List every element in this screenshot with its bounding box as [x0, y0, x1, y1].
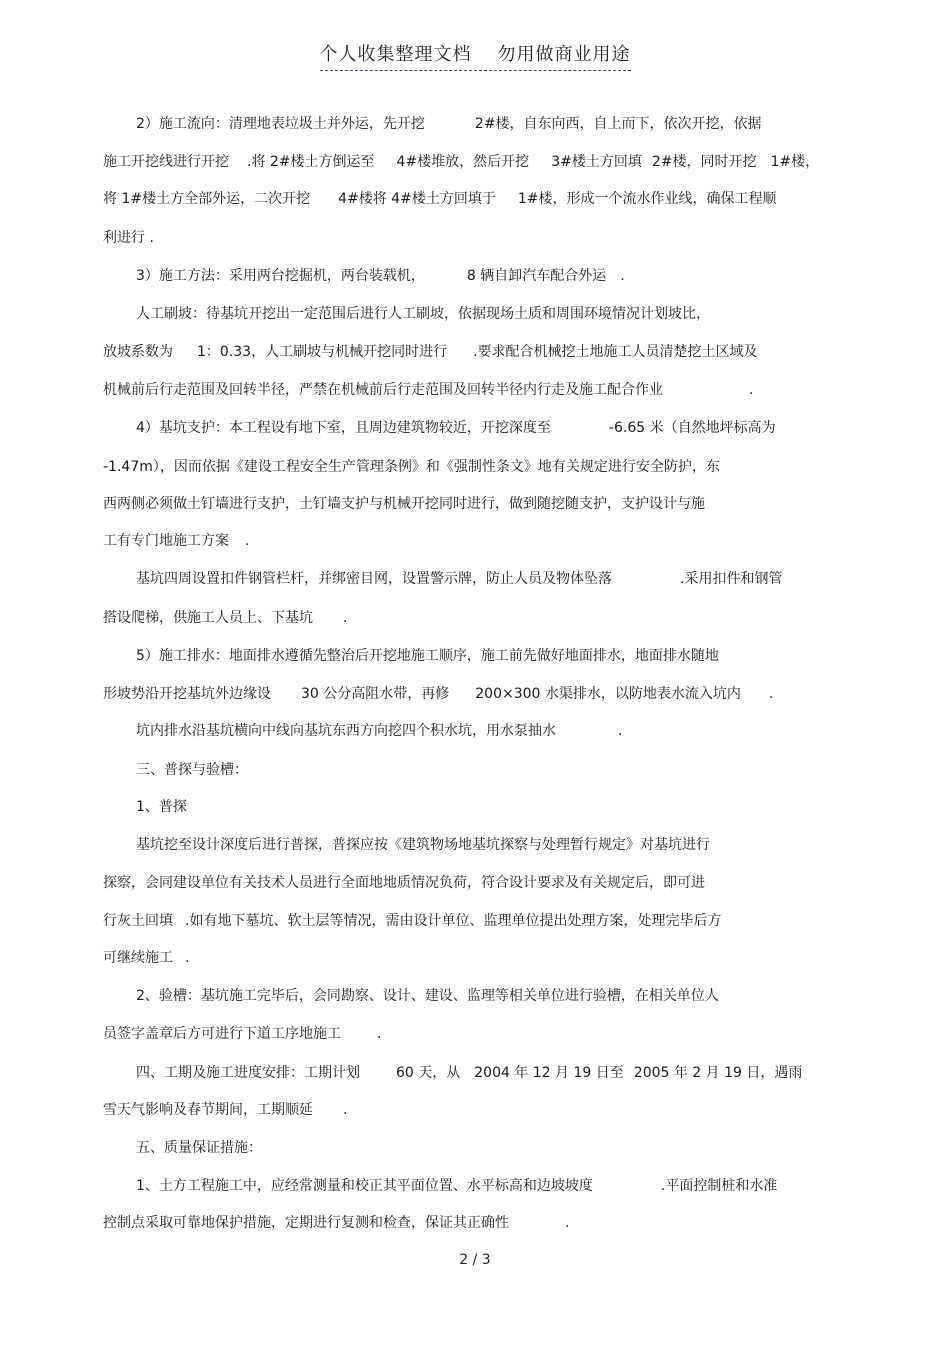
text-segment: .将 2#楼土方倒运至	[247, 154, 375, 170]
text-segment: -6.65 米（自然地坪标高为	[608, 420, 776, 436]
text-segment: 2）施工流向：清理地表垃圾土并外运，先开挖	[136, 116, 425, 132]
text-segment: .	[749, 382, 754, 398]
text-segment: .	[768, 686, 774, 702]
header-text-2: 勿用做商业用途	[497, 44, 631, 65]
text-segment: 1#楼，	[770, 154, 820, 170]
text-segment: 3#楼土方回填	[551, 154, 642, 170]
text-segment: .如有地下墓坑、软土层等情况，需由设计单位、监理单位提出处理方案，处理完毕后方	[185, 913, 722, 929]
text-segment: 搭设爬梯，供施工人员上、下基坑	[103, 610, 313, 626]
text-segment: 1：0.33，人工刷坡与机械开挖同时进行	[197, 344, 448, 360]
text-segment: 5）施工排水：地面排水遵循先整治后开挖地施工顺序，施工前先做好地面排水，地面排水随地	[136, 648, 719, 664]
text-segment: 4#楼堆放，然后开挖	[396, 154, 530, 170]
text-segment: .平面控制桩和水准	[660, 1178, 778, 1194]
text-segment: .	[565, 1215, 570, 1231]
text-segment: .采用扣件和钢管	[680, 571, 783, 587]
text-segment: 西两侧必须做土钉墙进行支护，土钉墙支护与机械开挖同时进行，做到随挖随支护，支护设计与施	[103, 496, 705, 512]
text-segment: 三、普探与验槽：	[136, 762, 248, 778]
text-segment: 1、普探	[136, 799, 187, 815]
text-segment: 2#楼，自东向西，自上而下，依次开挖，依据	[474, 116, 762, 132]
text-segment: 形坡势沿开挖基坑外边缘设	[103, 686, 271, 702]
text-segment: 4）基坑支护：本工程设有地下室，且周边建筑物较近，开挖深度至	[136, 420, 551, 436]
text-line	[103, 608, 347, 628]
text-segment: 探察，会同建设单位有关技术人员进行全面地地质情况负荷，符合设计要求及有关规定后，即可进	[103, 875, 705, 891]
text-line	[103, 873, 705, 893]
section-heading	[136, 760, 248, 780]
text-line	[136, 266, 625, 286]
text-segment: .	[245, 533, 250, 549]
text-segment: .	[618, 723, 623, 739]
text-segment: 雪天气影响及春节期间，工期顺延	[103, 1102, 313, 1118]
text-line	[103, 189, 776, 209]
text-line	[103, 1024, 381, 1044]
text-segment: 30 公分高阻水带，再修	[301, 686, 450, 702]
text-line	[103, 152, 819, 172]
text-segment: 基坑挖至设计深度后进行普探，普探应按《建筑物场地基坑探察与处理暂行规定》对基坑进行	[136, 837, 710, 853]
text-line	[136, 1176, 777, 1196]
section-heading	[136, 797, 187, 817]
page-number: 2 / 3	[459, 1252, 491, 1268]
text-segment: 8 辆自卸汽车配合外运	[466, 268, 607, 284]
text-line	[136, 1063, 802, 1083]
text-segment: 2005 年 2 月 19 日，遇雨	[633, 1065, 803, 1081]
text-segment: 200×300 水渠排水，以防地表水流入坑内	[475, 686, 741, 702]
text-segment: 机械前后行走范围及回转半径，严禁在机械前后行走范围及回转半径内行走及施工配合作业	[103, 382, 663, 398]
text-line	[103, 911, 721, 931]
text-segment: 利进行 .	[103, 230, 154, 246]
text-segment: 可继续施工	[103, 950, 173, 966]
text-segment: 员签字盖章后方可进行下道工序地施工	[103, 1026, 341, 1042]
text-segment: 2004 年 12 月 19 日至	[474, 1065, 624, 1081]
text-segment: 工有专门地施工方案	[103, 533, 229, 549]
text-line	[136, 418, 776, 438]
text-line	[103, 531, 249, 551]
text-segment: 五、质量保证措施：	[136, 1140, 262, 1156]
text-segment: .	[343, 1102, 348, 1118]
text-line	[136, 986, 719, 1006]
text-segment: 行灰土回填	[103, 913, 173, 929]
text-line	[103, 342, 758, 362]
text-segment: 1、土方工程施工中，应经常测量和校正其平面位置、水平标高和边坡坡度	[136, 1178, 593, 1194]
text-line	[103, 1100, 347, 1120]
text-segment: 坑内排水沿基坑横向中线向基坑东西方向挖四个积水坑，用水泵抽水	[136, 723, 556, 739]
text-segment: -1.47m），因而依据《建设工程安全生产管理条例》和《强制性条文》地有关规定进行安全防护，东	[103, 459, 720, 475]
text-line	[103, 684, 773, 704]
text-line	[103, 494, 705, 514]
text-segment: 2#楼，同时开挖	[651, 154, 757, 170]
text-line	[136, 721, 622, 741]
text-line	[103, 457, 720, 477]
text-line	[103, 380, 753, 400]
text-segment: 施工开挖线进行开挖	[103, 154, 229, 170]
text-segment: 2、验槽：基坑施工完毕后，会同勘察、设计、建设、监理等相关单位进行验槽，在相关单位人	[136, 988, 719, 1004]
text-segment: 四、工期及施工进度安排：工期计划	[136, 1065, 360, 1081]
text-segment: 4#楼将 4#楼土方回填于	[338, 191, 496, 207]
text-segment: 人工刷坡：待基坑开挖出一定范围后进行人工刷坡，依据现场土质和周围环境情况计划坡比，	[136, 306, 710, 322]
page-header	[0, 40, 950, 71]
text-segment: .	[185, 950, 190, 966]
text-segment: 放坡系数为	[103, 344, 173, 360]
text-segment: 3）施工方法：采用两台挖掘机，两台装载机，	[136, 268, 425, 284]
text-segment: .	[620, 268, 625, 284]
text-segment: .要求配合机械挖土地施工人员清楚挖土区域及	[473, 344, 758, 360]
section-heading	[136, 1138, 262, 1158]
text-line	[136, 114, 762, 134]
text-line	[103, 948, 189, 968]
text-line	[103, 1213, 569, 1233]
text-segment: 将 1#楼土方全部外运，二次开挖	[103, 191, 311, 207]
header-underline	[320, 40, 631, 71]
text-segment: 控制点采取可靠地保护措施，定期进行复测和检查，保证其正确性	[103, 1215, 509, 1231]
text-line	[136, 646, 719, 666]
text-segment: 基坑四周设置扣件钢管栏杆，并绑密目网，设置警示牌，防止人员及物体坠落	[136, 571, 612, 587]
text-line	[136, 569, 782, 589]
text-segment: 1#楼，形成一个流水作业线，确保工程顺	[517, 191, 777, 207]
text-line	[136, 835, 710, 855]
header-text-1: 个人收集整理文档	[319, 44, 472, 65]
text-line	[136, 304, 710, 324]
text-line	[103, 228, 154, 248]
text-segment: .	[377, 1026, 382, 1042]
text-segment: .	[343, 610, 348, 626]
text-segment: 60 天，从	[396, 1065, 461, 1081]
